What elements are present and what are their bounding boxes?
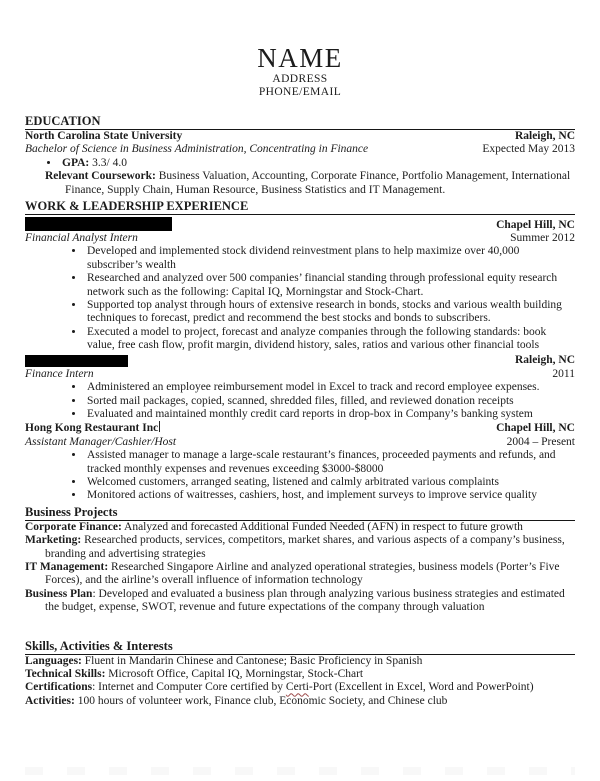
- skills-text: -Port (Excellent in Excel, Word and PowerPoint): [308, 681, 534, 694]
- job1-bullet: • Executed a model to project, forecast and analyze companies through the following standards: book value, free cash flow, profit margin, dividend history, sales, ratios and various other financial tools: [85, 326, 575, 353]
- project-label: Marketing:: [25, 534, 82, 547]
- job3-bullets: [25, 449, 575, 503]
- job1-title-row: [25, 232, 575, 245]
- relevant-coursework-line: [45, 170, 575, 197]
- school-name: North Carolina State University: [25, 130, 183, 142]
- project-corporate-finance: [25, 520, 575, 534]
- section-heading-skills: Skills, Activities & Interests: [25, 639, 575, 655]
- job1-bullet: • Researched and analyzed over 500 companies’ financial standing through professional equity research network such as the following: Capital IQ, Morningstar and Stock-Chart.: [85, 272, 575, 299]
- skills-technical: [25, 668, 575, 681]
- misspelled-word: Certi: [285, 681, 309, 694]
- job3-company: Hong Kong Restaurant Inc: [25, 422, 159, 435]
- skills-label: Languages:: [25, 654, 82, 667]
- section-heading-work: WORK & LEADERSHIP EXPERIENCE: [25, 199, 575, 215]
- job3-location: Chapel Hill, NC: [496, 422, 575, 435]
- skills-certifications: [25, 681, 575, 694]
- candidate-address: ADDRESS: [272, 73, 328, 85]
- coursework-label: Relevant Coursework:: [45, 170, 156, 183]
- text-cursor: [159, 421, 160, 432]
- project-label: IT Management:: [25, 560, 109, 573]
- project-marketing: [25, 534, 575, 561]
- skills-text: Fluent in Mandarin Chinese and Cantonese; Basic Proficiency in Spanish: [81, 654, 423, 667]
- job3-title-row: [25, 436, 575, 449]
- candidate-name: NAME: [257, 43, 343, 73]
- job1-location: Chapel Hill, NC: [496, 218, 575, 231]
- project-label: Corporate Finance:: [25, 520, 122, 533]
- section-heading-education: EDUCATION: [25, 114, 575, 130]
- skills-label: Technical Skills:: [25, 668, 106, 680]
- job1-bullet: • Developed and implemented stock dividend reinvestment plans to help maximize over 40,000 subscriber’s wealth: [85, 245, 575, 272]
- job3-bullet: • Monitored actions of waitresses, cashiers, host, and implement surveys to improve service quality: [85, 489, 575, 502]
- graduation-date: Expected May 2013: [482, 143, 575, 156]
- project-text: Researched products, services, competitors, market shares, and various aspects of a company’s business, branding and advertising strategies: [45, 534, 565, 560]
- job3-company-wrap: [25, 421, 160, 435]
- candidate-phone-email: PHONE/EMAIL: [258, 86, 342, 98]
- school-location: Raleigh, NC: [514, 130, 575, 142]
- education-school-row: [25, 130, 575, 143]
- job1-bullet: • Supported top analyst through hours of extensive research in bonds, stocks and various wealth building techniques to forecast, predict and recommend the best stocks and bonds to subscribers.: [85, 299, 575, 326]
- project-business-plan: [25, 587, 575, 615]
- project-label: Business Plan: [25, 587, 93, 600]
- skills-label: Activities:: [25, 694, 75, 707]
- project-text: : Developed and evaluated a business plan through analyzing various business strategies and estimated the budget, expense, SWOT, revenue and future expectations of the company through valuation: [45, 587, 565, 614]
- job2-bullet: • Evaluated and maintained monthly credit card reports in drop-box in Company’s banking system: [85, 408, 575, 421]
- gpa-line: [60, 157, 575, 170]
- job2-company-row: [25, 353, 575, 368]
- section-heading-business-projects: Business Projects: [25, 505, 575, 521]
- coursework-text: Business Valuation, Accounting, Corporate Finance, Portfolio Management, International Finance, Supply Chain, Human Resource, Business Statistics and IT Management.: [65, 170, 571, 196]
- skills-languages: [25, 655, 575, 668]
- job2-title-row: [25, 368, 575, 381]
- gpa-value: 3.3/ 4.0: [89, 156, 127, 169]
- job2-title: Finance Intern: [25, 367, 94, 380]
- job2-bullet: • Sorted mail packages, copied, scanned, shredded files, filled, and reviewed donation receipts: [85, 395, 575, 408]
- job1-date: Summer 2012: [510, 232, 575, 245]
- job3-bullet: • Welcomed customers, arranged seating, listened and calmly arbitrated various complaints: [85, 476, 575, 489]
- job2-location: Raleigh, NC: [514, 354, 575, 367]
- job3-bullet: • Assisted manager to manage a large-scale restaurant’s finances, proceeded payments and refunds, and tracked monthly expenses and revenues exceeding $3000-$8000: [85, 449, 575, 476]
- degree-title: Bachelor of Science in Business Administration, Concentrating in Finance: [25, 143, 369, 156]
- skills-text: : Internet and Computer Core certified by: [92, 681, 286, 694]
- job2-bullets: [25, 381, 575, 421]
- project-text: Analyzed and forecasted Additional Funded Needed (AFN) in respect to future growth: [121, 520, 523, 533]
- education-degree-row: [25, 143, 575, 156]
- job1-company-row: [25, 215, 575, 232]
- skills-text: Microsoft Office, Capital IQ, Morningstar, Stock-Chart: [105, 668, 364, 680]
- project-text: Researched Singapore Airline and analyzed operational strategies, business models (Porter’s Five Forces), and the airline’s overall influence of information technology: [45, 560, 560, 587]
- job3-title: Assistant Manager/Cashier/Host: [25, 435, 177, 448]
- job2-redacted-company-bar: [25, 355, 128, 367]
- scan-artifact: [25, 767, 575, 775]
- skills-label: Certifications: [25, 681, 93, 694]
- skills-text: 100 hours of volunteer work, Finance club, Economic Society, and Chinese club: [74, 694, 448, 707]
- job2-date: 2011: [552, 367, 575, 380]
- job3-company-row: [25, 421, 575, 435]
- education-bullets: [25, 157, 575, 170]
- job3-date: 2004 – Present: [506, 435, 575, 448]
- project-it-management: [25, 560, 575, 588]
- gpa-label: GPA:: [62, 156, 90, 169]
- job1-bullets: [25, 245, 575, 352]
- job2-bullet: • Administered an employee reimbursement model in Excel to track and record employee expenses.: [85, 381, 575, 394]
- job1-title: Financial Analyst Intern: [25, 232, 138, 245]
- job1-redacted-company-bar: [25, 217, 172, 231]
- skills-activities: [25, 695, 575, 708]
- resume-header: [25, 0, 575, 99]
